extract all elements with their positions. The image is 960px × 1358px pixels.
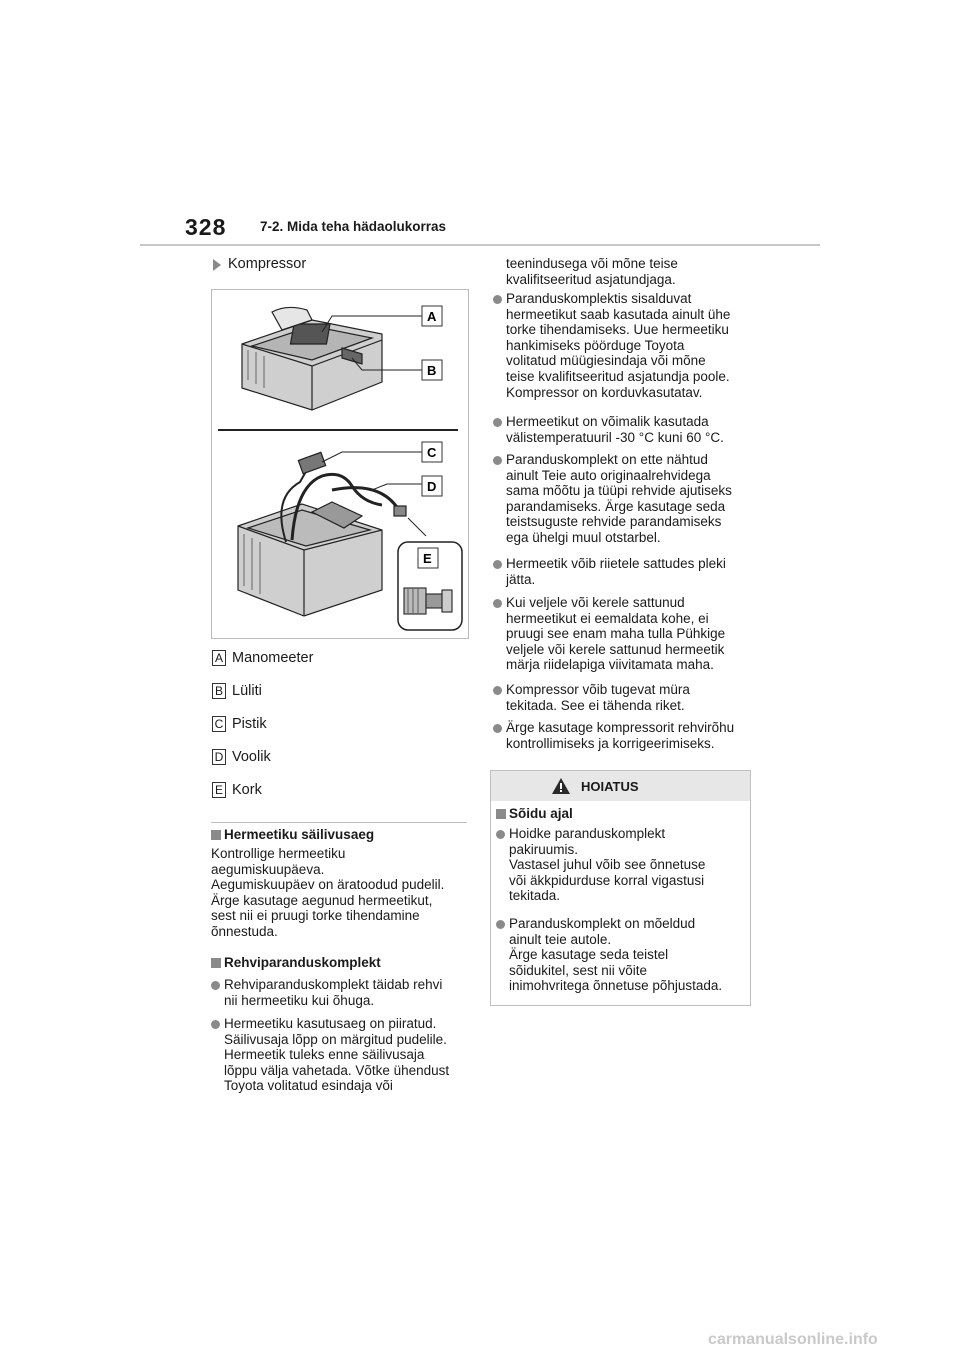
legend-item-c: C Pistik	[212, 716, 267, 732]
legend-item-b: B Lüliti	[212, 683, 262, 699]
caption-marker-icon	[213, 259, 221, 271]
header-divider	[140, 244, 820, 246]
section-title: 7-2. Mida teha hädaolukorras	[260, 219, 447, 234]
bullet-icon	[493, 418, 502, 427]
bullet-text: Paranduskomplekt on ette nähtud ainult Teie auto originaalrehvidega sama mõõtu ja tüüpi rehvide ajutiseks parandamiseks. Ärge kasutage seda teistsuguste rehvide parandamiseks ega ühelgi muul otstarbel.	[506, 452, 732, 545]
bullet-icon	[493, 599, 502, 608]
section-heading-repair-kit: Rehviparanduskomplekt	[224, 955, 381, 970]
bullet-text: Kompressor võib tugevat müra tekitada. See ei tähenda riket.	[506, 682, 690, 713]
bullet-icon	[496, 920, 505, 929]
compressor-figure	[211, 289, 469, 639]
bullet-text: Ärge kasutage kompressorit rehvirõhu kontrollimiseks ja korrigeerimiseks.	[506, 720, 735, 751]
compressor-illustration	[212, 290, 468, 638]
bullet-text: Hermeetiku kasutusaeg on piiratud. Säilivusaja lõpp on märgitud pudelile. Hermeetik tuleks enne säilivusaja lõppu välja vahetada. Võtke ühendust Toyota volitatud esindaja või	[224, 1016, 450, 1094]
warning-bullet-text: Hoidke paranduskomplekt pakiruumis. Vastasel juhul võib see õnnetuse või äkkpidurduse korral vigastusi tekitada.	[509, 826, 706, 904]
section-square-icon	[211, 830, 221, 840]
callout-a: A	[427, 309, 437, 324]
continued-text: teenindusega või mõne teise kvalifitseeritud asjatundjaga.	[506, 256, 678, 287]
bullet-text: Hermeetik võib riietele sattudes pleki jätta.	[506, 556, 726, 587]
warning-box	[490, 770, 751, 1006]
section-heading-shelf-life: Hermeetiku säilivusaeg	[224, 827, 375, 842]
page-number: 328	[185, 214, 227, 240]
bullet-icon	[493, 724, 502, 733]
bullet-icon	[211, 981, 220, 990]
bullet-icon	[496, 830, 505, 839]
bullet-icon	[493, 456, 502, 465]
bullet-icon	[493, 686, 502, 695]
bullet-icon	[211, 1020, 220, 1029]
warning-triangle-icon	[551, 777, 571, 795]
bullet-text: Hermeetikut on võimalik kasutada välistemperatuuril -30 °C kuni 60 °C.	[506, 414, 724, 445]
bullet-text: Paranduskomplektis sisalduvat hermeetikut saab kasutada ainult ühe torke tihendamiseks. Uue hermeetiku hankimiseks pöörduge Toyota volitatud müügiesindaja või mõne teise kvalifitseeritud asjatundja poole. Kompressor on korduvkasutatav.	[506, 291, 731, 400]
warning-title: HOIATUS	[581, 779, 639, 794]
legend-item-d: D Voolik	[212, 749, 271, 765]
callout-e: E	[423, 551, 432, 566]
section-square-icon	[211, 958, 221, 968]
shelf-life-text: Kontrollige hermeetiku aegumiskuupäeva. Aegumiskuupäev on äratoodud pudelil. Ärge kasutage aegunud hermeetikut, sest nii ei pruugi torke tihendamine õnnestuda.	[211, 846, 445, 939]
watermark: carmanualsonline.info	[708, 1331, 878, 1348]
callout-b: B	[427, 363, 437, 378]
callout-c: C	[427, 445, 437, 460]
bullet-text: Kui veljele või kerele sattunud hermeetikut ei eemaldata kohe, ei pruugi see enam maha tulla Pühkige veljele või kerele sattunud hermeetik märja riidelapiga viivitamata maha.	[506, 595, 726, 673]
legend-item-a: A Manomeeter	[212, 650, 313, 666]
figure-caption: Kompressor	[228, 256, 307, 272]
bullet-text: Rehviparanduskomplekt täidab rehvi nii hermeetiku kui õhuga.	[224, 977, 443, 1008]
bullet-icon	[493, 295, 502, 304]
warning-bullet-text: Paranduskomplekt on mõeldud ainult teie autole. Ärge kasutage seda teistel sõidukitel, sest nii võite inimohvritega õnnetuse põhjustada.	[509, 916, 723, 994]
bullet-icon	[493, 560, 502, 569]
legend-item-e: E Kork	[212, 782, 262, 798]
callout-d: D	[427, 479, 437, 494]
section-square-icon	[496, 809, 506, 819]
section-divider	[211, 822, 467, 823]
warning-subtitle: Sõidu ajal	[509, 806, 573, 821]
warning-header	[491, 771, 750, 801]
